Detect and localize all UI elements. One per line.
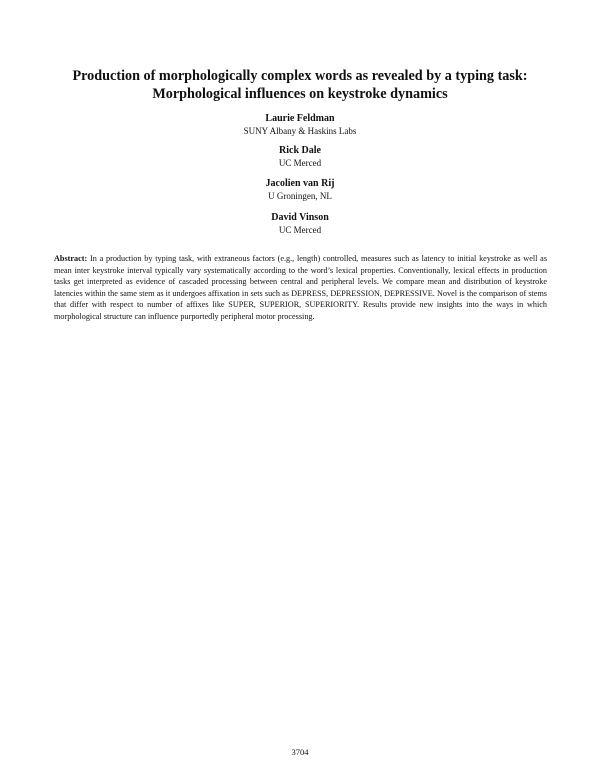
author-block: [100, 144, 500, 169]
paper-title: [40, 68, 560, 103]
title-line-2: Morphological influences on keystroke dynamics: [152, 85, 448, 102]
author-block: [100, 177, 500, 202]
author-affiliation: U Groningen, NL: [268, 191, 332, 201]
author-affiliation: UC Merced: [278, 158, 322, 168]
abstract-label: Abstract:: [54, 254, 88, 263]
author-name: Rick Dale: [279, 145, 321, 156]
title-line-1: Production of morphologically complex words as revealed by a typing task:: [72, 68, 528, 84]
page-number: 3704: [291, 747, 309, 757]
author-name: Laurie Feldman: [265, 113, 335, 124]
abstract-text: In a production by typing task, with extraneous factors (e.g., length) controlled, measures such as latency to initial keystroke as well as mean inter keystroke interval typically vary systematically according to the word’s lexical properties. Conventionally, lexical effects in production tasks get interpreted as evidence of cascaded processing between central and peripheral levels. We compare mean and distribution of keystroke latencies within the same stem as it undergoes affixation in sets such as DEPRESS, DEPRESSION, DEPRESSIVE. Novel is the comparison of stems that differ with respect to number of affixes like SUPER, SUPERIOR, SUPERIORITY. Results provide new insights into the ways in which morphological structure can influence purportedly peripheral motor processing.: [54, 254, 548, 321]
author-name: Jacolien van Rij: [265, 178, 335, 189]
abstract: [54, 253, 547, 322]
author-name: David Vinson: [271, 212, 329, 223]
author-block: [100, 112, 500, 137]
author-affiliation: UC Merced: [278, 225, 322, 235]
author-block: [100, 211, 500, 236]
author-affiliation: SUNY Albany & Haskins Labs: [243, 126, 357, 136]
